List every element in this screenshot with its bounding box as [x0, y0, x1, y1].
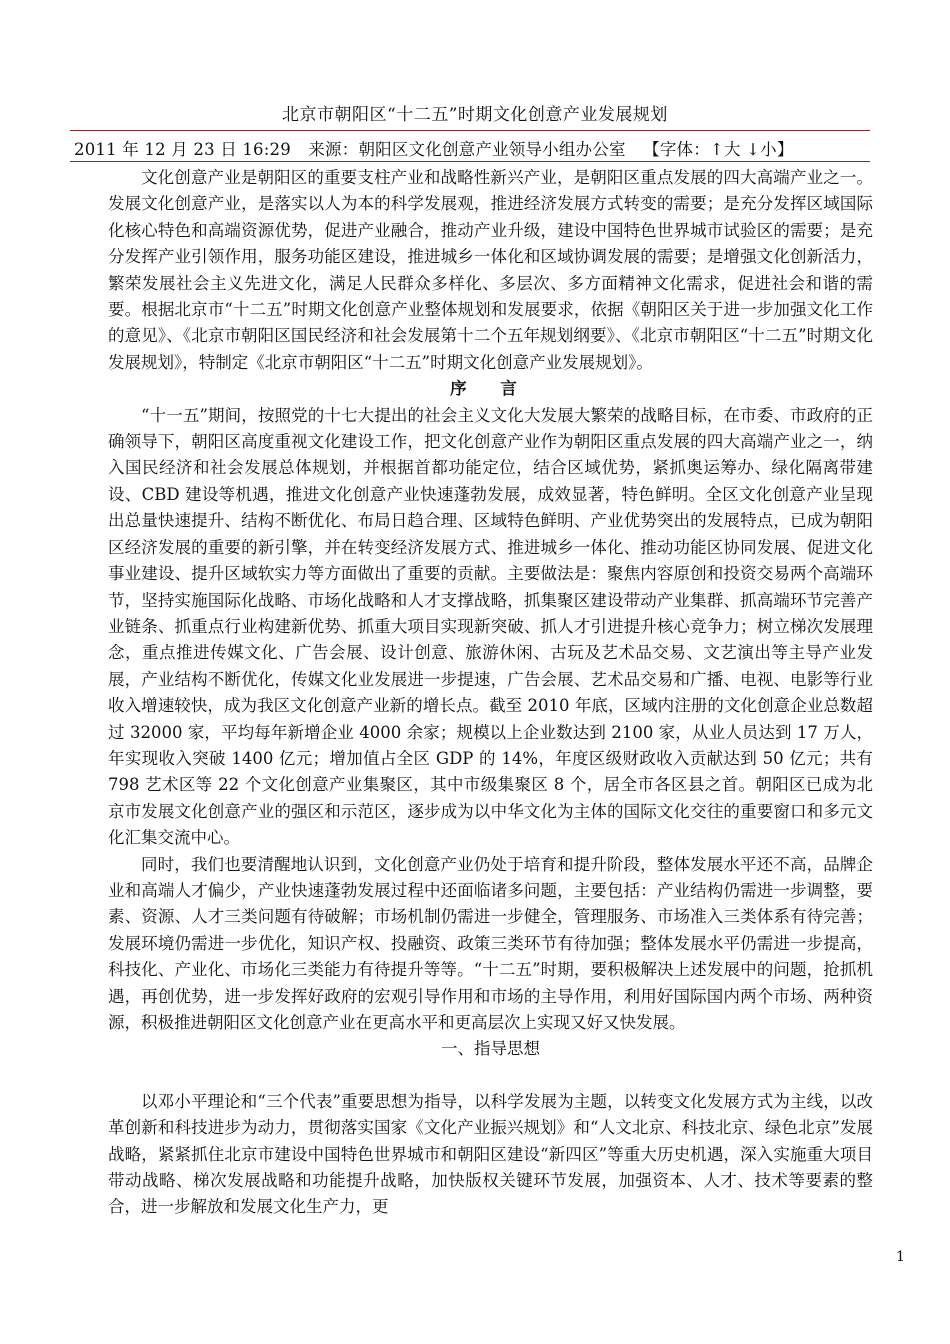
- section-heading-guiding-ideology: 一、指导思想: [441, 1039, 540, 1059]
- preface-paragraph-2: 同时，我们也要清醒地认识到，文化创意产业仍处于培育和提升阶段，整体发展水平还不高，品牌企业和高端人才偏少，产业快速蓬勃发展过程中还面临诸多问题，主要包括：产业结构仍需进一步调整，要素、资源、人才三类问题有待破解；市场机制仍需进一步健全，管理服务、市场准入三类体系有待完善；发展环境仍需进一步优化，知识产权、投融资、政策三类环节有待加强；整体发展水平仍需进一步提高，科技化、产业化、市场化三类能力有待提升等等。“十二五”时期，要积极解决上述发展中的问题，抢抓机遇，再创优势，进一步发挥好政府的宏观引导作用和市场的主导作用，利用好国际国内两个市场、两种资源，积极推进朝阳区文化创意产业在更高水平和更高层次上实现又好又快发展。: [108, 854, 873, 1032]
- section-spacer: [108, 1063, 873, 1089]
- meta-divider: [70, 161, 870, 162]
- preface-paragraph-1: “十一五”期间，按照党的十七大提出的社会主义文化大发展大繁荣的战略目标，在市委、市政府的正确领导下，朝阳区高度重视文化建设工作，把文化创意产业作为朝阳区重点发展的四大高端产业之一，纳入国民经济和社会发展总体规划，并根据首都功能定位，结合区域优势，紧抓奥运筹办、绿化隔离带建设、CBD 建设等机遇，推进文化创意产业快速蓬勃发展，成效显著，特色鲜明。全区文化创意产业呈现出总量快速提升、结构不断优化、布局日趋合理、区域特色鲜明、产业优势突出的发展特点，已成为朝阳区经济发展的重要的新引擎，并在转变经济发展方式、推进城乡一体化、推动功能区协同发展、促进文化事业建设、提升区域软实力等方面做出了重要的贡献。主要做法是：聚焦内容原创和投资交易两个高端环节，坚持实施国际化战略、市场化战略和人才支撑战略，抓集聚区建设带动产业集群、抓高端环节完善产业链条、抓重点行业构建新优势、抓重大项目实现新突破、抓人才引进提升核心竞争力；树立梯次发展理念，重点推进传媒文化、广告会展、设计创意、旅游休闲、古玩及艺术品交易、文艺演出等主导产业发展，产业结构不断优化，传媒文化业发展进一步提速，广告会展、艺术品交易和广播、电视、电影等行业收入增速较快，成为我区文化创意产业新的增长点。截至 2010 年底，区域内注册的文化创意企业总数超过 32000 家，平均每年新增企业 4000 余家；规模以上企业数达到 2100 家，从业人员达到 17 万人，年实现收入突破 1400 亿元；增加值占全区 GDP 的 14%，年度区级财政收入贡献达到 50 亿元；共有 798 艺术区等 22 个文化创意产业集聚区，其中市级集聚区 8 个，居全市各区县之首。朝阳区已成为北京市发展文化创意产业的强区和示范区，逐步成为以中华文化为主体的国际文化交往的重要窗口和多元文化汇集交流中心。: [108, 405, 873, 848]
- section-1-paragraph: 以邓小平理论和“三个代表”重要思想为指导，以科学发展为主题，以转变文化发展方式为主线，以改革创新和科技进步为动力，贯彻落实国家《文化产业振兴规划》和“人文北京、科技北京、绿色北京”发展战略，紧紧抓住北京市建设中国特色世界城市和朝阳区建设“新四区”等重大历史机遇，深入实施重大项目带动战略、梯次发展战略和功能提升战略，加快版权关键环节发展，加强资本、人才、技术等要素的整合，进一步解放和发展文化生产力，更: [108, 1091, 873, 1217]
- page-number: 1: [896, 1249, 905, 1265]
- document-body: [108, 165, 873, 1221]
- intro-paragraph: 文化创意产业是朝阳区的重要支柱产业和战略性新兴产业，是朝阳区重点发展的四大高端产业之一。发展文化创意产业，是落实以人为本的科学发展观，推进经济发展方式转变的需要；是充分发挥区域国际化核心特色和高端资源优势，促进产业融合，推动产业升级，建设中国特色世界城市试验区的需要；是充分发挥产业引领作用，服务功能区建设，推进城乡一体化和区域协调发展的需要；是增强文化创新活力，繁荣发展社会主义先进文化，满足人民群众多样化、多层次、多方面精神文化需求，促进社会和谐的需要。根据北京市“十二五”时期文化创意产业整体规划和发展要求，依据《朝阳区关于进一步加强文化工作的意见》、《北京市朝阳区国民经济和社会发展第十二个五年规划纲要》、《北京市朝阳区“十二五”时期文化发展规划》，特制定《北京市朝阳区“十二五”时期文化创意产业发展规划》。: [108, 168, 873, 372]
- article-source: 来源：朝阳区文化创意产业领导小组办公室: [308, 140, 626, 159]
- top-divider: [70, 130, 870, 131]
- document-title: 北京市朝阳区“十二五”时期文化创意产业发展规划: [282, 105, 668, 125]
- preface-heading: 序 言: [450, 379, 531, 399]
- article-meta: [74, 136, 874, 160]
- publish-date: 2011 年 12 月 23 日 16:29: [74, 140, 291, 159]
- font-size-control[interactable]: 【字体：↑大 ↓小】: [643, 140, 794, 159]
